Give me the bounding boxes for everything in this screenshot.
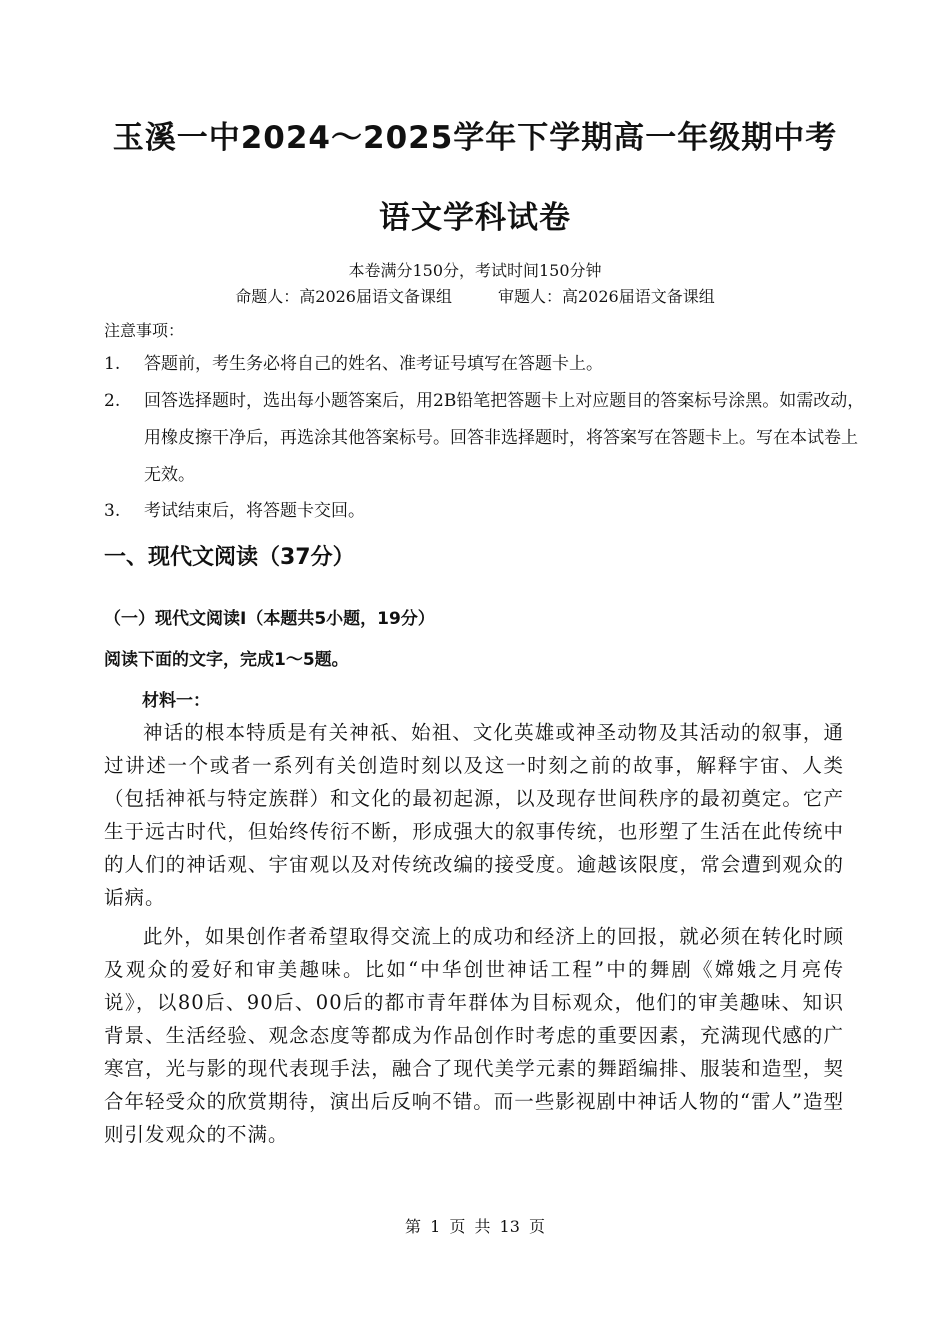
notice-item — [104, 383, 874, 494]
exam-authors — [0, 284, 950, 307]
reading-instruction: 阅读下面的文字，完成1～5题。 — [104, 650, 349, 670]
notice-heading: 注意事项： — [104, 321, 185, 340]
exam-title: 玉溪一中2024～2025学年下学期高一年级期中考 — [112, 120, 838, 156]
material-paragraph: 此外，如果创作者希望取得交流上的成功和经济上的回报，就必须在转化时顾及观众的爱好和审美趣味。比如“中华创世神话工程”中的舞剧《嫦娥之月亮传说》，以80后、90后、00后的都市青年群体为目标观众，他们的审美趣味、知识背景、生活经验、观念态度等都成为作品创作时考虑的重要因素，充满现代感的广寒宫，光与影的现代表现手法，融合了现代美学元素的舞蹈编排、服装和造型，契合年轻受众的欣赏期待，演出后反响不错。而一些影视剧中神话人物的“雷人”造型则引发观众的不满。 — [104, 925, 844, 1146]
material-label: 材料一： — [142, 691, 210, 711]
exam-subtitle: 语文学科试卷 — [379, 200, 571, 236]
page-number: 第 1 页 共 13 页 — [405, 1217, 545, 1236]
material-paragraph: 神话的根本特质是有关神祇、始祖、文化英雄或神圣动物及其活动的叙事，通过讲述一个或者一系列有关创造时刻以及这一时刻之前的故事，解释宇宙、人类（包括神祇与特定族群）和文化的最初起源，以及现存世间秩序的最初奠定。它产生于远古时代，但始终传衍不断，形成强大的叙事传统，也形塑了生活在此传统中的人们的神话观、宇宙观以及对传统改编的接受度。逾越该限度，常会遭到观众的诟病。 — [104, 721, 844, 909]
subsection-title: （一）现代文阅读Ⅰ（本题共5小题，19分） — [104, 609, 435, 629]
notice-item-number: 1. — [104, 354, 121, 374]
notice-item-text: 回答选择题时，选出每小题答案后，用2B铅笔把答题卡上对应题目的答案标号涂黑。如需改动，用橡皮擦干净后，再选涂其他答案标号。回答非选择题时，将答案写在答题卡上。写在本试卷上无效。 — [144, 391, 865, 485]
notice-item — [104, 493, 874, 530]
reviewer-label: 审题人：高2026届语文备课组 — [498, 287, 715, 306]
notice-item-number: 3. — [104, 501, 121, 521]
notice-item-text: 考试结束后，将答题卡交回。 — [144, 501, 365, 521]
setter-label: 命题人：高2026届语文备课组 — [235, 287, 452, 306]
section-title: 一、现代文阅读（37分） — [104, 545, 355, 570]
exam-score-time: 本卷满分150分，考试时间150分钟 — [348, 261, 602, 280]
notice-item — [104, 346, 874, 383]
notice-item-number: 2. — [104, 391, 121, 411]
notice-item-text: 答题前，考生务必将自己的姓名、准考证号填写在答题卡上。 — [144, 354, 603, 374]
